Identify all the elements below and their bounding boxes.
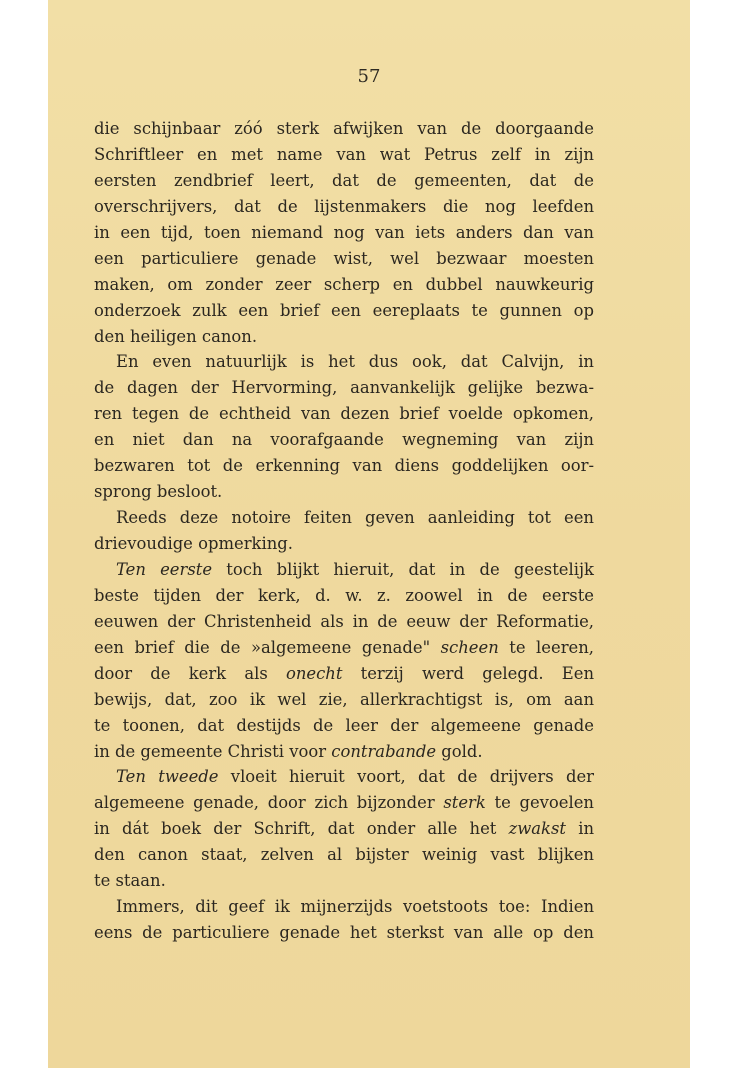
text-line [94, 635, 594, 661]
text-segment: den canon staat, zelven al bijster weinig vast blijken [94, 845, 594, 865]
text-line [94, 401, 594, 427]
text-segment: vloeit hieruit voort, dat de drijvers der [218, 767, 594, 787]
text-segment: Reeds deze notoire feiten geven aanleiding tot een [116, 508, 594, 528]
text-line [94, 479, 594, 505]
text-line [94, 505, 594, 531]
text-segment: den heiligen canon. [94, 326, 258, 346]
text-line [94, 453, 594, 479]
text-segment: ren tegen de echtheid van dezen brief voelde opkomen, [94, 404, 594, 424]
text-line [94, 816, 594, 842]
text-segment: een brief die de »algemeene genade" [94, 637, 441, 657]
text-line [94, 324, 594, 350]
text-segment: een particuliere genade wist, wel bezwaar moesten [94, 248, 594, 268]
text-line [94, 246, 594, 272]
text-segment: door de kerk als [94, 663, 286, 683]
text-segment: maken, om zonder zeer scherp en dubbel nauwkeurig [94, 274, 594, 294]
text-segment: Schriftleer en met name van wat Petrus zelf in zijn [94, 144, 594, 164]
page-number: 57 [357, 66, 381, 87]
text-segment: overschrijvers, dat de lijstenmakers die nog leefden [94, 196, 594, 216]
text-segment: eens de particuliere genade het sterkst van alle op den [94, 923, 594, 943]
book-page [48, 0, 690, 1068]
text-segment: te staan. [94, 871, 166, 891]
text-line [94, 739, 594, 765]
italic-text: Ten tweede [116, 767, 219, 787]
italic-text: contrabande [331, 741, 437, 761]
text-line [94, 142, 594, 168]
text-segment: die schijnbaar zóó sterk afwijken van de doorgaande [94, 119, 594, 138]
text-segment: te leeren, [498, 637, 594, 657]
text-line [94, 375, 594, 401]
text-segment: bezwaren tot de erkenning van diens goddelijken oor- [94, 456, 594, 476]
text-line [94, 609, 594, 635]
text-segment: in de gemeente Christi voor [94, 741, 332, 761]
text-segment: bewijs, dat, zoo ik wel zie, allerkrachtigst is, om aan [94, 689, 594, 709]
text-line [94, 349, 594, 375]
text-line [94, 583, 594, 609]
text-segment: in dát boek der Schrift, dat onder alle het [94, 819, 509, 839]
text-line [94, 713, 594, 739]
text-line [94, 168, 594, 194]
body-text [94, 116, 594, 946]
text-segment: sprong besloot. [94, 482, 223, 502]
text-line [94, 557, 594, 583]
text-segment: eersten zendbrief leert, dat de gemeenten, dat de [94, 170, 594, 190]
text-segment: in een tijd, toen niemand nog van iets anders dan van [94, 222, 594, 242]
italic-text: scheen [440, 637, 499, 657]
text-segment: de dagen der Hervorming, aanvankelijk gelijke bezwa- [94, 378, 594, 398]
text-line [94, 298, 594, 324]
text-line [94, 427, 594, 453]
italic-text: sterk [443, 793, 486, 813]
text-line [94, 687, 594, 713]
italic-text: zwakst [508, 819, 566, 839]
text-segment: Immers, dit geef ik mijnerzijds voetstoots toe: Indien [116, 897, 594, 917]
text-segment: te toonen, dat destijds de leer der algemeene genade [94, 715, 594, 735]
text-line [94, 920, 594, 946]
text-segment: beste tijden der kerk, d. w. z. zoowel in de eerste [94, 585, 594, 605]
italic-text: Ten eerste [116, 559, 213, 579]
text-segment: eeuwen der Christenheid als in de eeuw der Reformatie, [94, 611, 594, 631]
text-line [94, 531, 594, 557]
text-segment: gold. [436, 741, 483, 761]
text-line [94, 194, 594, 220]
text-segment: toch blijkt hieruit, dat in de geestelijk [212, 559, 594, 579]
text-line [94, 272, 594, 298]
text-line [94, 764, 594, 790]
text-segment: onderzoek zulk een brief een eereplaats te gunnen op [94, 300, 594, 320]
text-line [94, 661, 594, 687]
text-segment: terzij werd gelegd. Een [342, 663, 594, 683]
text-segment: En even natuurlijk is het dus ook, dat Calvijn, in [116, 352, 594, 372]
text-line [94, 790, 594, 816]
text-line [94, 868, 594, 894]
text-segment: in [565, 819, 594, 839]
text-segment: algemeene genade, door zich bijzonder [94, 793, 444, 813]
text-line [94, 116, 594, 142]
text-line [94, 842, 594, 868]
text-line [94, 894, 594, 920]
italic-text: onecht [285, 663, 343, 683]
text-line [94, 220, 594, 246]
text-segment: drievoudige opmerking. [94, 534, 293, 553]
text-segment: en niet dan na voorafgaande wegneming van zijn [94, 430, 594, 450]
text-segment: te gevoelen [485, 793, 594, 813]
